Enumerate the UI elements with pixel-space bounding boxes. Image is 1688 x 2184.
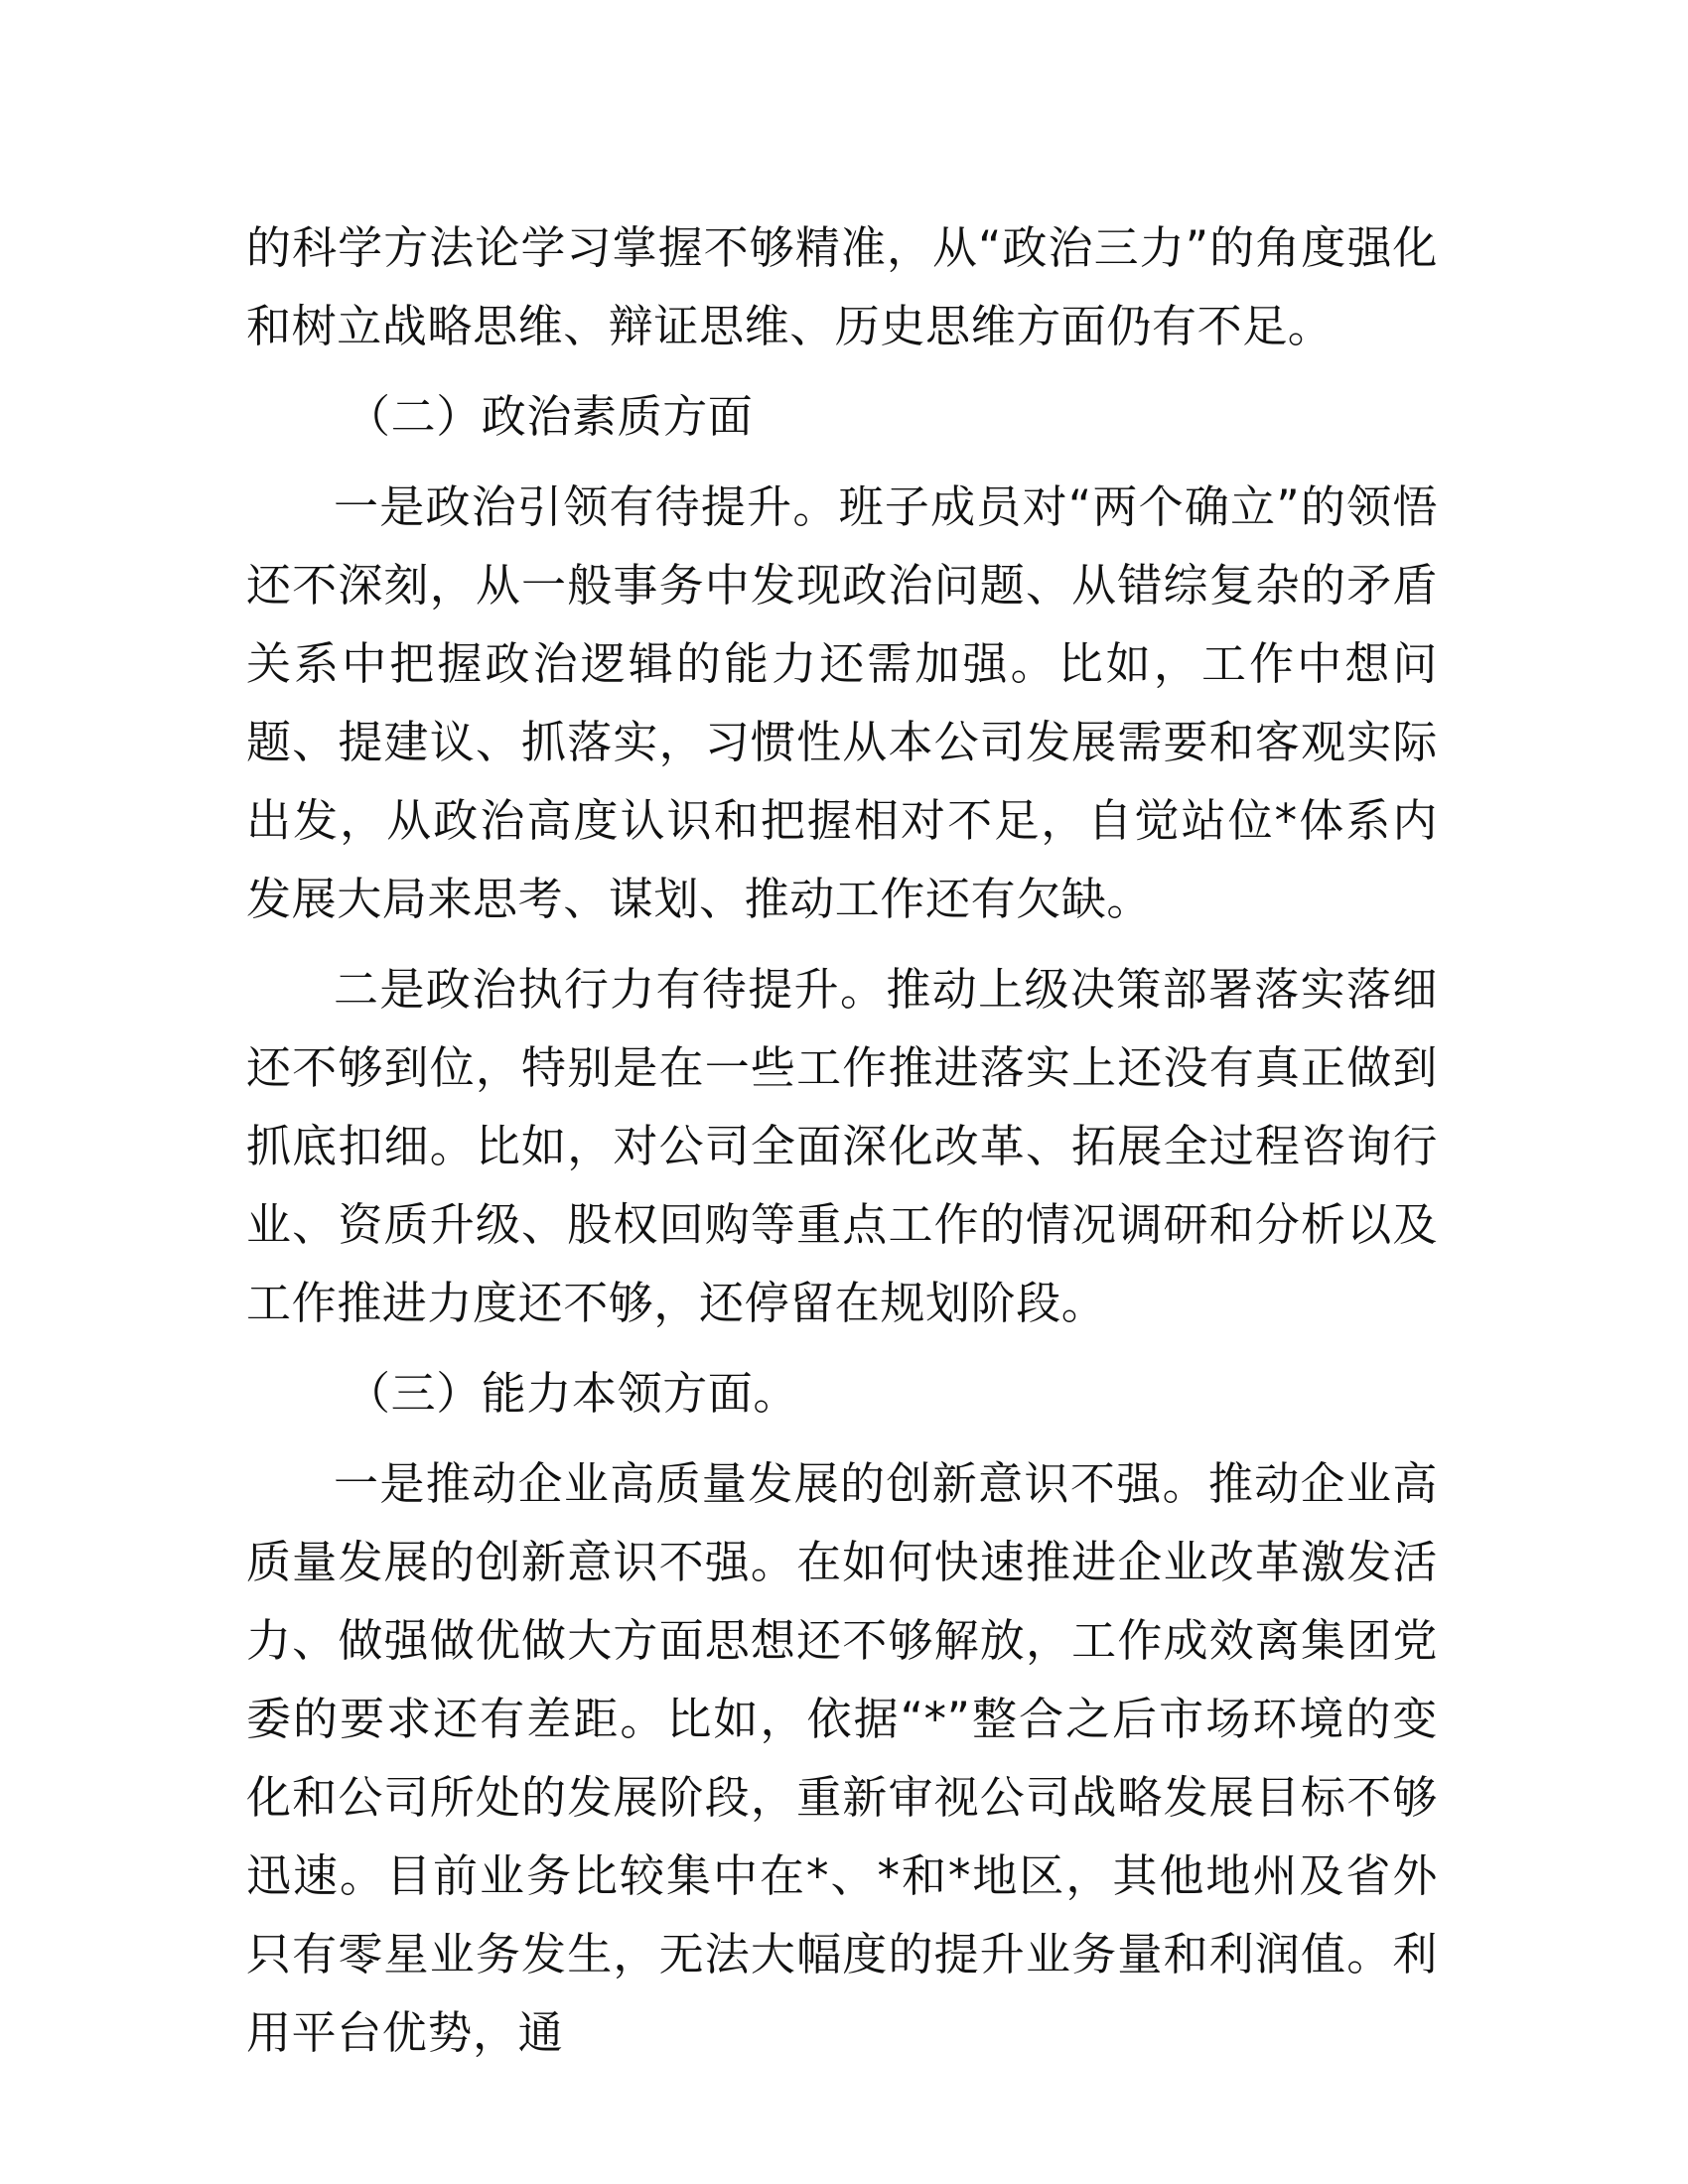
- document-body: [246, 208, 1438, 2072]
- paragraph-continuation: 的科学方法论学习掌握不够精准，从“政治三力”的角度强化和树立战略思维、辩证思维、历史思维方面仍有不足。: [246, 221, 1438, 352]
- paragraph-innovation-awareness: 一是推动企业高质量发展的创新意识不强。推动企业高质量发展的创新意识不强。在如何快速推进企业改革激发活力、做强做优做大方面思想还不够解放，工作成效离集团党委的要求还有差距。比如，依据“*”整合之后市场环境的变化和公司所处的发展阶段，重新审视公司战略发展目标不够迅速。目前业务比较集中在*、*和*地区，其他地州及省外只有零星业务发生，无法大幅度的提升业务量和利润值。利用平台优势，通: [246, 1457, 1438, 2059]
- section-heading-capability: （三）能力本领方面。: [346, 1367, 799, 1420]
- paragraph-political-leadership: 一是政治引领有待提升。班子成员对“两个确立”的领悟还不深刻，从一般事务中发现政治问题、从错综复杂的矛盾关系中把握政治逻辑的能力还需加强。比如，工作中想问题、提建议、抓落实，习惯性从本公司发展需要和客观实际出发，从政治高度认识和把握相对不足，自觉站位*体系内发展大局来思考、谋划、推动工作还有欠缺。: [246, 480, 1438, 925]
- section-heading-political-quality: （二）政治素质方面: [346, 390, 754, 443]
- paragraph-political-execution: 二是政治执行力有待提升。推动上级决策部署落实落细还不够到位，特别是在一些工作推进落实上还没有真正做到抓底扣细。比如，对公司全面深化改革、拓展全过程咨询行业、资质升级、股权回购等重点工作的情况调研和分析以及工作推进力度还不够，还停留在规划阶段。: [246, 963, 1438, 1329]
